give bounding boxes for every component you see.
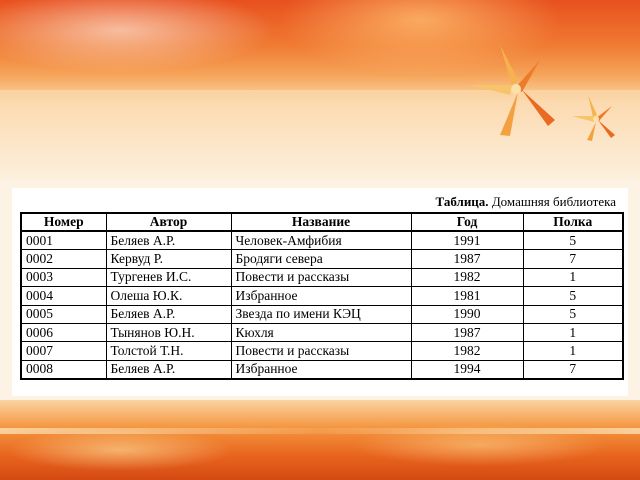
- cell-number: 0008: [21, 360, 106, 379]
- cell-author: Беляев А.Р.: [106, 305, 231, 323]
- cell-year: 1981: [411, 287, 523, 305]
- cell-author: Кервуд Р.: [106, 250, 231, 268]
- cell-author: Тургенев И.С.: [106, 268, 231, 286]
- table-row: [21, 323, 623, 341]
- cell-author: Тынянов Ю.Н.: [106, 323, 231, 341]
- library-table-container: [20, 212, 622, 380]
- cell-number: 0003: [21, 268, 106, 286]
- column-header-shelf: Полка: [523, 213, 623, 231]
- cell-title: Избранное: [231, 360, 411, 379]
- cell-year: 1990: [411, 305, 523, 323]
- cell-title: Бродяги севера: [231, 250, 411, 268]
- footer-banner: [0, 400, 640, 480]
- cell-author: Беляев А.Р.: [106, 231, 231, 250]
- cell-author: Толстой Т.Н.: [106, 342, 231, 360]
- cell-author: Олеша Ю.К.: [106, 287, 231, 305]
- table-row: [21, 250, 623, 268]
- cell-title: Человек-Амфибия: [231, 231, 411, 250]
- column-header-year: Год: [411, 213, 523, 231]
- decorative-star-icon: [460, 40, 630, 150]
- cell-number: 0006: [21, 323, 106, 341]
- column-header-title: Название: [231, 213, 411, 231]
- table-row: [21, 231, 623, 250]
- table-row: [21, 305, 623, 323]
- column-header-number: Номер: [21, 213, 106, 231]
- table-row: [21, 342, 623, 360]
- cell-shelf: 7: [523, 360, 623, 379]
- caption-title: Домашняя библиотека: [488, 194, 616, 209]
- caption-label: Таблица.: [435, 194, 489, 209]
- footer-stripe: [0, 428, 640, 434]
- table-caption: [436, 194, 617, 210]
- large-star-icon: [470, 45, 555, 136]
- cell-year: 1982: [411, 342, 523, 360]
- small-star-icon: [572, 95, 615, 141]
- cell-shelf: 5: [523, 305, 623, 323]
- cell-title: Избранное: [231, 287, 411, 305]
- cell-shelf: 7: [523, 250, 623, 268]
- cell-title: Звезда по имени КЭЦ: [231, 305, 411, 323]
- table-header-row: [21, 213, 623, 231]
- cell-year: 1994: [411, 360, 523, 379]
- cell-shelf: 1: [523, 342, 623, 360]
- cell-shelf: 1: [523, 323, 623, 341]
- cell-year: 1982: [411, 268, 523, 286]
- cell-title: Повести и рассказы: [231, 342, 411, 360]
- cell-author: Беляев А.Р.: [106, 360, 231, 379]
- cell-shelf: 1: [523, 268, 623, 286]
- cell-number: 0002: [21, 250, 106, 268]
- cell-number: 0005: [21, 305, 106, 323]
- cell-title: Повести и рассказы: [231, 268, 411, 286]
- library-table: [20, 212, 624, 380]
- table-row: [21, 360, 623, 379]
- cell-number: 0007: [21, 342, 106, 360]
- cell-shelf: 5: [523, 231, 623, 250]
- cell-year: 1987: [411, 323, 523, 341]
- cell-title: Кюхля: [231, 323, 411, 341]
- column-header-author: Автор: [106, 213, 231, 231]
- cell-number: 0001: [21, 231, 106, 250]
- table-row: [21, 268, 623, 286]
- table-row: [21, 287, 623, 305]
- cell-year: 1991: [411, 231, 523, 250]
- cell-number: 0004: [21, 287, 106, 305]
- cell-year: 1987: [411, 250, 523, 268]
- cell-shelf: 5: [523, 287, 623, 305]
